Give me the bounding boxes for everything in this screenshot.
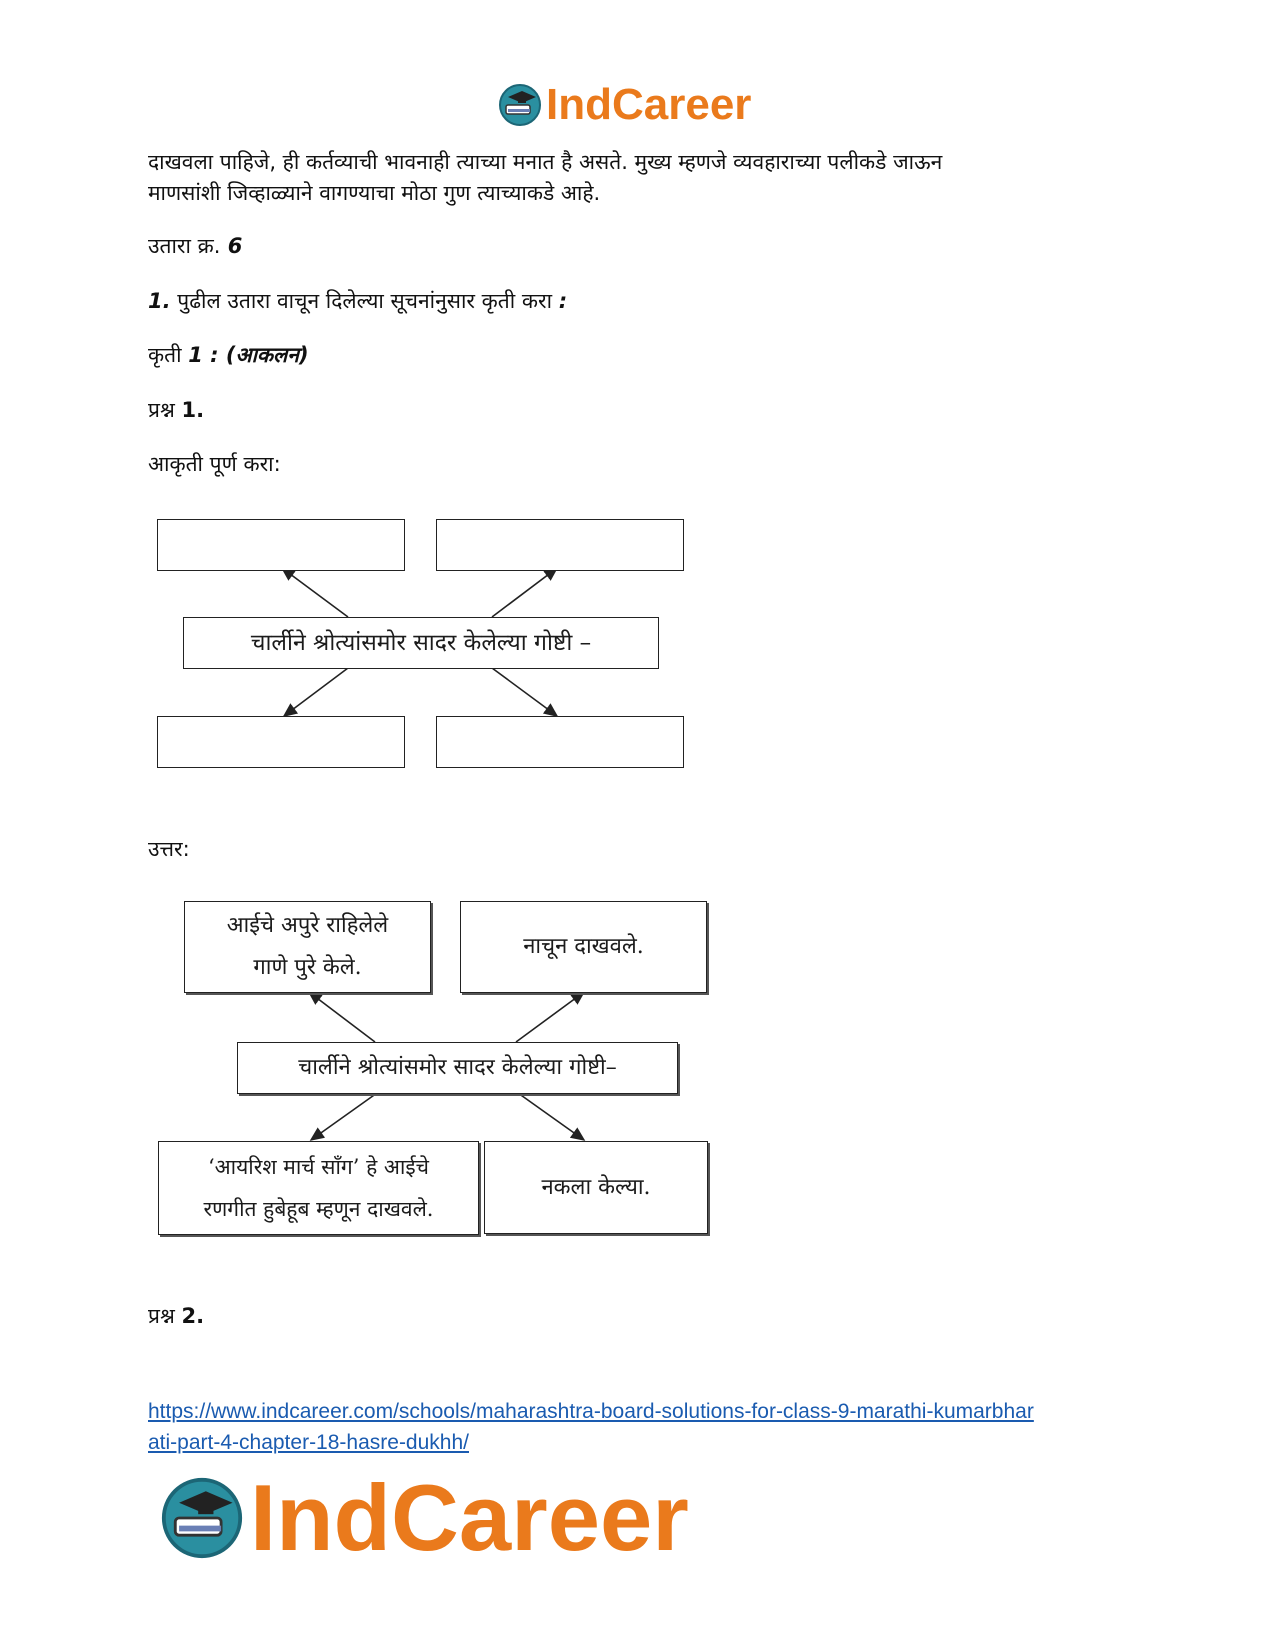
empty-box-bottom-right[interactable] <box>436 716 684 768</box>
activity-label: कृती 1 : (आकलन) <box>148 343 309 367</box>
footer-link[interactable] <box>148 1396 1128 1458</box>
intro-line-2: माणसांशी जिव्हाळ्याने वागण्याचा मोठा गुण त्याच्याकडे आहे. <box>148 181 601 205</box>
empty-box-top-left[interactable] <box>157 519 405 571</box>
passage-number: 6 <box>220 234 243 258</box>
answer-box-top-right: नाचून दाखवले. <box>460 901 707 993</box>
question-2-label: प्रश्न 2. <box>148 1304 205 1328</box>
question-center-box: चार्लीने श्रोत्यांसमोर सादर केलेल्या गोष्टी – <box>183 617 659 669</box>
answer-box-bottom-right: नकला केल्या. <box>484 1141 708 1234</box>
empty-box-bottom-left[interactable] <box>157 716 405 768</box>
intro-line-1: दाखवला पाहिजे, ही कर्तव्याची भावनाही त्याच्या मनात है असते. मुख्य म्हणजे व्यवहाराच्या पलीकडे जाऊन <box>148 150 943 174</box>
answer-label: उत्तर: <box>148 837 190 861</box>
footer-link-line-2[interactable]: ati-part-4-chapter-18-hasre-dukhh/ <box>148 1431 469 1454</box>
task-text: आकृती पूर्ण करा: <box>148 452 281 476</box>
instruction-text: पुढील उतारा वाचून दिलेल्या सूचनांनुसार कृती करा <box>170 289 559 313</box>
answer-box-top-left: आईचे अपुरे राहिलेले गाणे पुरे केले. <box>184 901 431 993</box>
globe-book-icon <box>160 1476 244 1560</box>
passage-label: उतारा क्र. 6 <box>148 234 243 258</box>
instruction-number: 1. <box>148 289 171 313</box>
brand-name: IndCareer <box>546 80 752 129</box>
footer-link-line-1[interactable]: https://www.indcareer.com/schools/maharashtra-board-solutions-for-class-9-marathi-kumarbhar <box>148 1400 1034 1423</box>
empty-box-top-right[interactable] <box>436 519 684 571</box>
question-1-label: प्रश्न 1. <box>148 398 205 422</box>
indcareer-logo-bottom <box>160 1465 689 1570</box>
brand-name-large: IndCareer <box>250 1465 689 1570</box>
instruction: 1. पुढील उतारा वाचून दिलेल्या सूचनांनुसार कृती करा : <box>148 289 568 313</box>
answer-box-bottom-left: ‘आयरिश मार्च साँग’ हे आईचे रणगीत हुबेहूब म्हणून दाखवले. <box>158 1141 479 1235</box>
answer-center-box: चार्लीने श्रोत्यांसमोर सादर केलेल्या गोष्टी– <box>237 1042 678 1094</box>
